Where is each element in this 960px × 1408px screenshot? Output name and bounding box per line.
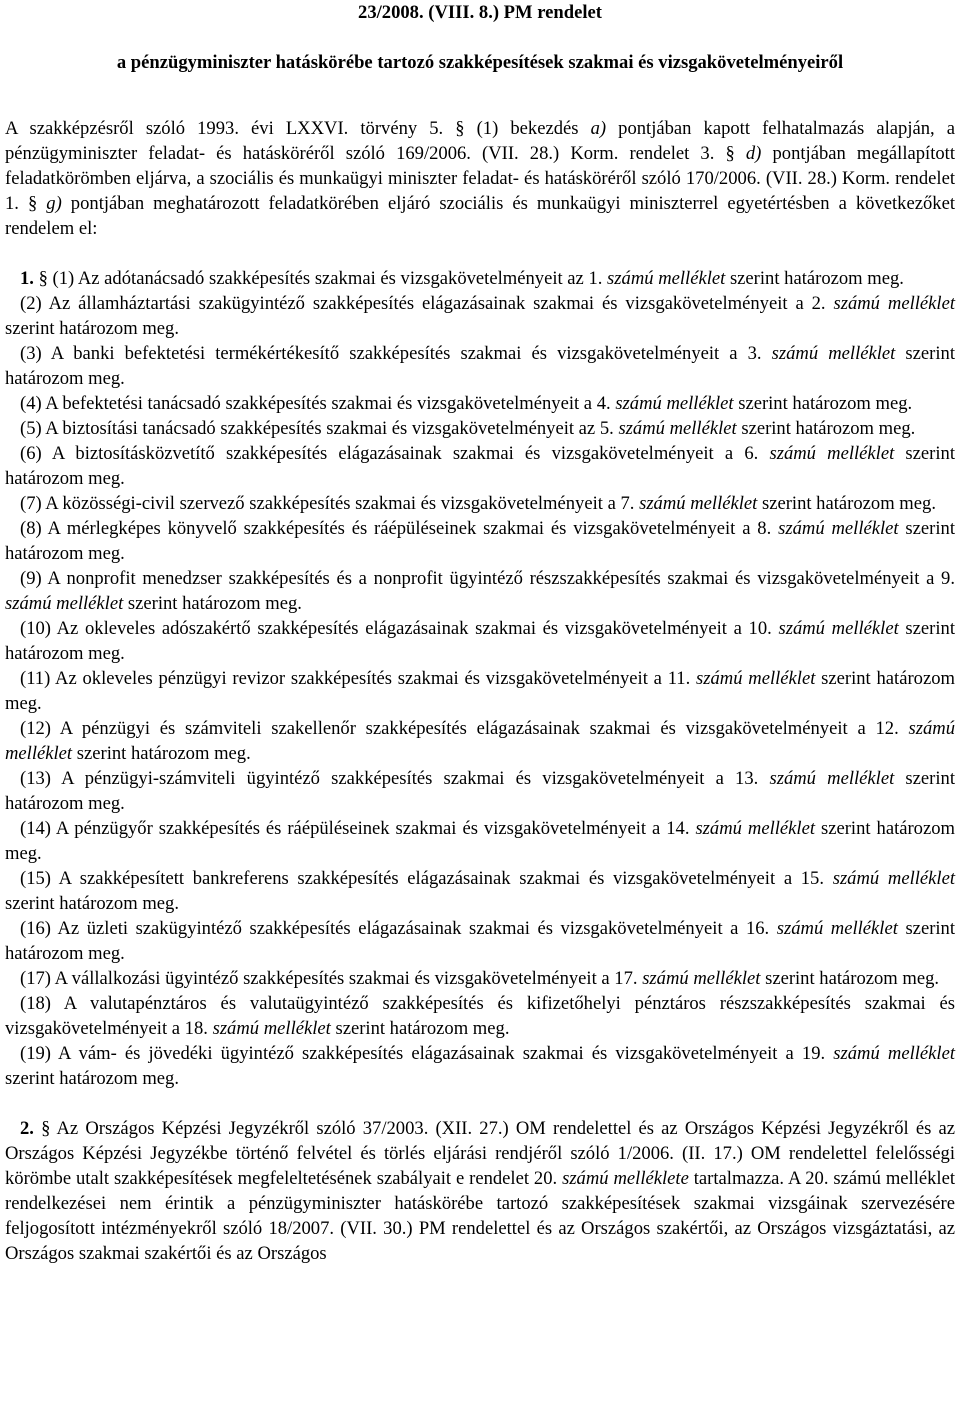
- preamble-text: pontjában meghatározott feladatkörében eljáró szociális és munkaügyi miniszterrel egyetértésben a következőket rendelem el:: [5, 193, 955, 239]
- annex-reference: számú melléklet: [607, 268, 726, 289]
- annex-reference: számú melléklet: [618, 418, 737, 439]
- annex-reference: számú melléklet: [212, 1018, 331, 1039]
- section-1: [5, 266, 955, 1091]
- paragraph-text: szerint határozom meg.: [123, 593, 302, 614]
- paragraph-text: szerint határozom meg.: [5, 618, 955, 664]
- annex-reference: számú melléklet: [778, 518, 899, 539]
- paragraph-text: szerint határozom meg.: [5, 343, 955, 389]
- paragraph: [5, 1041, 955, 1091]
- paragraph: [5, 491, 955, 516]
- annex-reference: számú melléklet: [833, 293, 955, 314]
- paragraph-text: szerint határozom meg.: [725, 268, 904, 289]
- paragraph-text: (5) A biztosítási tanácsadó szakképesítés szakmai és vizsgakövetelményeit az 5.: [20, 418, 619, 439]
- paragraph-text: (12) A pénzügyi és számviteli szakellenőr szakképesítés elágazásainak szakmai és vizsgakövetelményeit a 12.: [20, 718, 909, 739]
- paragraph-text: szerint határozom meg.: [757, 493, 936, 514]
- paragraph-text: (3) A banki befektetési termékértékesítő szakképesítés szakmai és vizsgakövetelményeit a 3.: [20, 343, 772, 364]
- paragraph: [5, 966, 955, 991]
- paragraph-text: (9) A nonprofit menedzser szakképesítés és a nonprofit ügyintéző részszakképesítés szakmai és vizsgakövetelményeit a 9.: [20, 568, 955, 589]
- paragraph: [5, 291, 955, 341]
- annex-reference: számú melléklete: [562, 1168, 689, 1189]
- paragraph-text: szerint határozom meg.: [5, 818, 955, 864]
- preamble-text: pontjában megállapított feladatkörömben eljárva, a szociális és munkaügyi miniszter feladat- és hatásköréről szóló 170/2006. (VII. 28.) Korm. rendelet 1. §: [5, 143, 955, 214]
- paragraph-text: (14) A pénzügyőr szakképesítés és ráépüléseinek szakmai és vizsgakövetelményeit a 14.: [20, 818, 696, 839]
- preamble: [5, 116, 955, 241]
- paragraph-text: szerint határozom meg.: [330, 1018, 510, 1039]
- annex-reference: számú melléklet: [833, 1043, 955, 1064]
- section-text: § Az Országos Képzési Jegyzékről szóló 37/2003. (XII. 27.) OM rendelettel és az Országos Képzési Jegyzékről és az Országos Képzési Jegyzékbe történő felvétel és törlés eljárási rendjéről szóló 1/2006. (II. 17.) OM rendelettel felelősségi körömbe utalt szakképesítések megfeleltetésének szabályait e rendelet 20.: [5, 1118, 955, 1189]
- annex-reference: számú melléklet: [696, 668, 816, 689]
- paragraph-text: szerint határozom meg.: [5, 668, 955, 714]
- paragraph: [5, 391, 955, 416]
- paragraph: [5, 441, 955, 491]
- annex-reference: számú melléklet: [642, 968, 761, 989]
- paragraph-text: szerint határozom meg.: [5, 893, 179, 914]
- paragraph: [5, 266, 955, 291]
- paragraph: [5, 866, 955, 916]
- paragraph: [5, 566, 955, 616]
- paragraph-text: szerint határozom meg.: [72, 743, 251, 764]
- annex-reference: számú melléklet: [615, 393, 734, 414]
- paragraph-text: szerint határozom meg.: [733, 393, 913, 414]
- document-page: [5, 0, 955, 1266]
- annex-reference: számú melléklet: [832, 868, 955, 889]
- annex-reference: számú melléklet: [5, 593, 124, 614]
- paragraph-text: (8) A mérlegképes könyvelő szakképesítés és ráépüléseinek szakmai és vizsgakövetelményeit a 8.: [20, 518, 779, 539]
- document-title: 23/2008. (VIII. 8.) PM rendelet: [358, 2, 602, 23]
- paragraph: [5, 416, 955, 441]
- section-number: 1.: [20, 268, 34, 289]
- annex-reference: számú melléklet: [5, 718, 955, 764]
- paragraph-text: (2) Az államháztartási szakügyintéző szakképesítés elágazásainak szakmai és vizsgakövetelményeit a 2.: [20, 293, 834, 314]
- annex-reference: számú melléklet: [695, 818, 816, 839]
- paragraph: [5, 991, 955, 1041]
- document-subtitle: a pénzügyminiszter hatáskörébe tartozó szakképesítések szakmai és vizsgakövetelményeiről: [116, 52, 844, 73]
- section-text: tartalmazza. A 20. számú melléklet rendelkezései nem érintik a pénzügyminiszter hatáskörébe tartozó szakképesítések szakmai vizsgáinak szervezésére feljogosított intézményekről szóló 18/2007. (VII. 30.) PM rendelettel és az Országos szakértői, az Országos vizsgáztatási, az Országos szakmai szakértői és az Országos: [5, 1168, 955, 1264]
- paragraph-text: szerint határozom meg.: [760, 968, 940, 989]
- paragraph: [5, 766, 955, 816]
- paragraph: [5, 716, 955, 766]
- annex-reference: számú melléklet: [769, 443, 895, 464]
- paragraph-text: szerint határozom meg.: [5, 318, 179, 339]
- annex-reference: számú melléklet: [639, 493, 758, 514]
- paragraph-text: szerint határozom meg.: [5, 918, 956, 964]
- preamble-text: A szakképzésről szóló 1993. évi LXXVI. törvény 5. § (1) bekezdés: [5, 118, 591, 139]
- section-2: [5, 1116, 955, 1266]
- paragraph-text: (13) A pénzügyi-számviteli ügyintéző szakképesítés szakmai és vizsgakövetelményeit a 13.: [20, 768, 770, 789]
- annex-reference: számú melléklet: [769, 768, 895, 789]
- paragraph: [5, 516, 955, 566]
- paragraph: [5, 341, 955, 391]
- preamble-italic: g): [46, 193, 62, 214]
- paragraph-text: (4) A befektetési tanácsadó szakképesítés szakmai és vizsgakövetelményeit a 4.: [20, 393, 616, 414]
- paragraph-text: (11) Az okleveles pénzügyi revizor szakképesítés szakmai és vizsgakövetelményeit a 11.: [20, 668, 697, 689]
- paragraph-text: szerint határozom meg.: [5, 518, 955, 564]
- paragraph: [5, 616, 955, 666]
- paragraph: [5, 916, 955, 966]
- paragraph-text: (17) A vállalkozási ügyintéző szakképesítés szakmai és vizsgakövetelményeit a 17.: [20, 968, 643, 989]
- paragraph-text: (7) A közösségi-civil szervező szakképesítés szakmai és vizsgakövetelményeit a 7.: [20, 493, 640, 514]
- paragraph-text: szerint határozom meg.: [5, 768, 955, 814]
- paragraph: [5, 816, 955, 866]
- paragraph-text: § (1) Az adótanácsadó szakképesítés szakmai és vizsgakövetelményeit az 1.: [33, 268, 608, 289]
- paragraph-text: (6) A biztosításközvetítő szakképesítés elágazásainak szakmai és vizsgakövetelményeit a 6.: [20, 443, 770, 464]
- preamble-italic: a): [590, 118, 607, 139]
- paragraph-text: (18) A valutapénztáros és valutaügyintéző szakképesítés és kifizetőhelyi pénztáros részszakképesítés szakmai és vizsgakövetelményeit a 18.: [5, 993, 955, 1039]
- paragraph-text: szerint határozom meg.: [736, 418, 916, 439]
- annex-reference: számú melléklet: [776, 918, 898, 939]
- paragraph-text: (16) Az üzleti szakügyintéző szakképesítés elágazásainak szakmai és vizsgakövetelményeit a 16.: [20, 918, 777, 939]
- annex-reference: számú melléklet: [771, 343, 896, 364]
- paragraph-text: (19) A vám- és jövedéki ügyintéző szakképesítés elágazásainak szakmai és vizsgakövetelményeit a 19.: [20, 1043, 834, 1064]
- paragraph-text: (15) A szakképesített bankreferens szakképesítés elágazásainak szakmai és vizsgakövetelményeit a 15.: [20, 868, 833, 889]
- preamble-text: pontjában kapott felhatalmazás alapján, a pénzügyminiszter feladat- és hatásköréről szóló 169/2006. (VII. 28.) Korm. rendelet 3. §: [5, 118, 955, 164]
- paragraph: [5, 666, 955, 716]
- paragraph-text: szerint határozom meg.: [5, 443, 955, 489]
- paragraph-text: (10) Az okleveles adószakértő szakképesítés elágazásainak szakmai és vizsgakövetelményeit a 10.: [20, 618, 779, 639]
- paragraph-text: szerint határozom meg.: [5, 1068, 179, 1089]
- section-number: 2.: [20, 1118, 34, 1139]
- preamble-italic: d): [745, 143, 762, 164]
- annex-reference: számú melléklet: [778, 618, 899, 639]
